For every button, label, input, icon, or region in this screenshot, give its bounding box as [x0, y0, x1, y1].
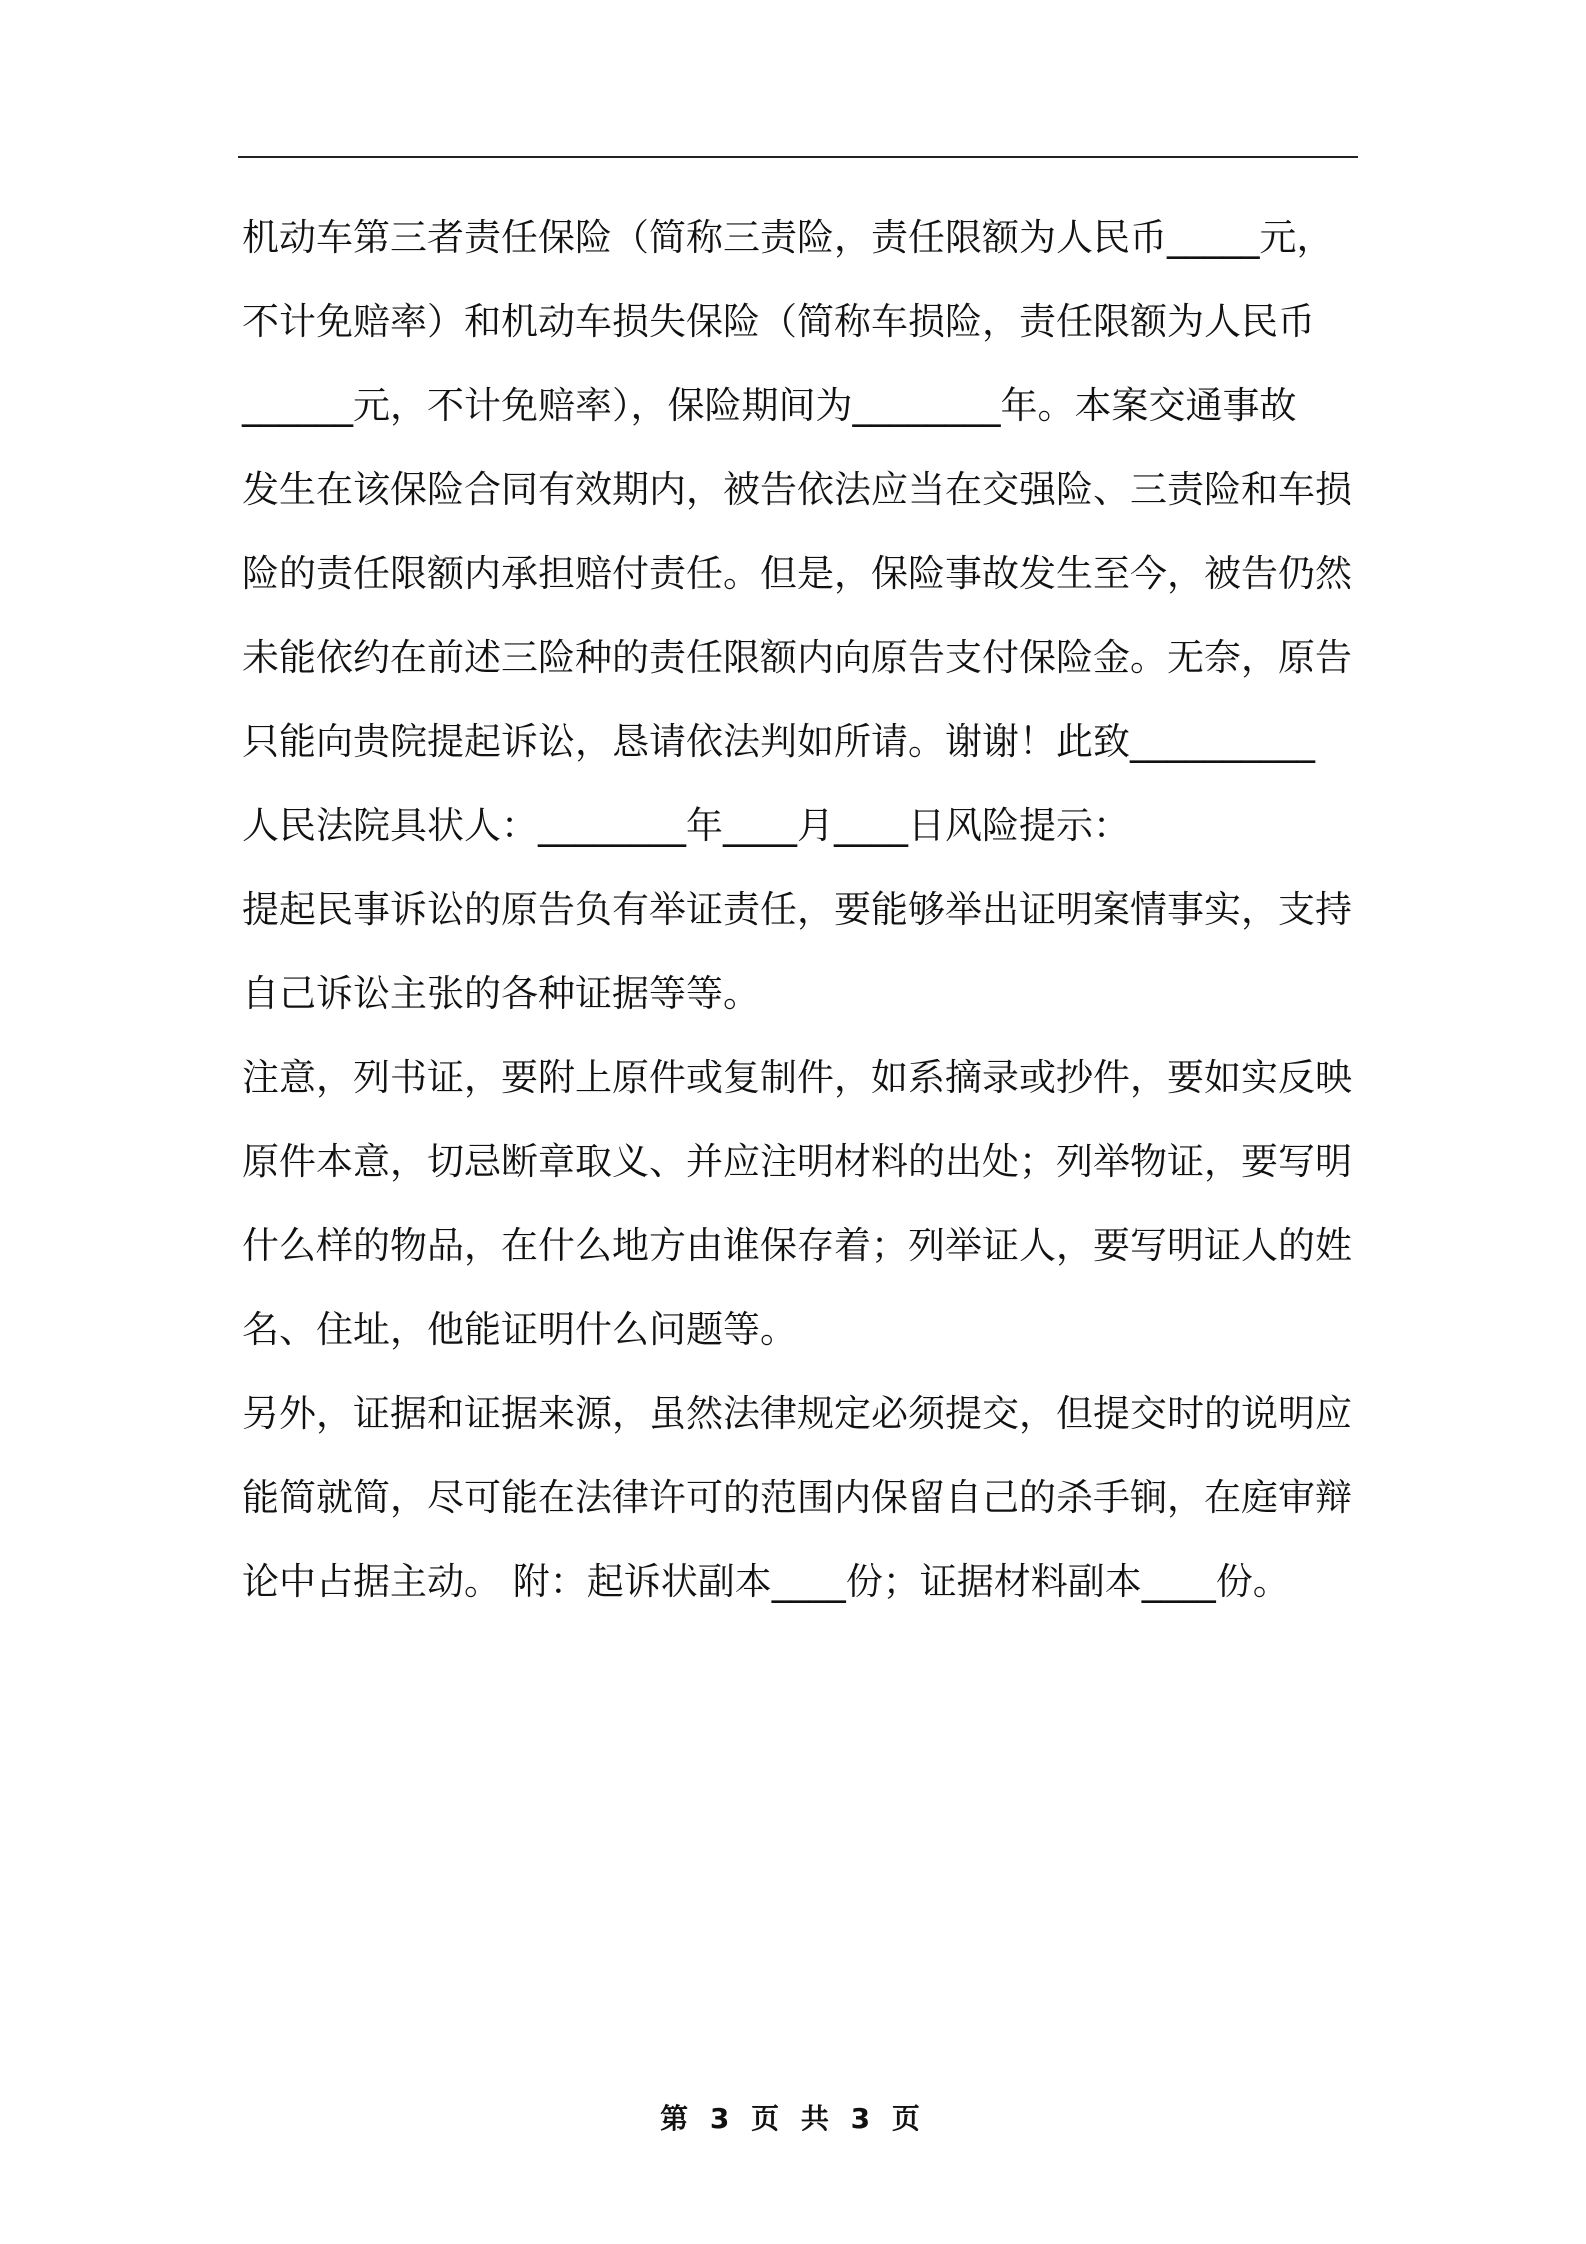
text-line: 发生在该保险合同有效期内，被告依法应当在交强险、三责险和车损	[242, 468, 1352, 511]
text-line: 原件本意，切忌断章取义、并应注明材料的出处；列举物证，要写明	[242, 1140, 1352, 1183]
text-line: 名、住址，他能证明什么问题等。	[242, 1308, 797, 1351]
text-line: 不计免赔率）和机动车损失保险（简称车损险，责任限额为人民币	[242, 300, 1315, 343]
text-line: 未能依约在前述三险种的责任限额内向原告支付保险金。无奈，原告	[242, 636, 1352, 679]
text-line: 只能向贵院提起诉讼，恳请依法判如所请。谢谢！此致__________	[242, 720, 1315, 763]
text-line: 另外，证据和证据来源，虽然法律规定必须提交，但提交时的说明应	[242, 1392, 1352, 1435]
header-rule	[238, 156, 1358, 158]
text-line: 人民法院具状人：________年____月____日风险提示：	[242, 804, 1130, 847]
page-number-footer: 第 3 页 共 3 页	[660, 2102, 926, 2135]
document-body	[242, 196, 1360, 1624]
text-line: 什么样的物品，在什么地方由谁保存着；列举证人，要写明证人的姓	[242, 1224, 1352, 1267]
text-line: 险的责任限额内承担赔付责任。但是，保险事故发生至今，被告仍然	[242, 552, 1352, 595]
text-line: 提起民事诉讼的原告负有举证责任，要能够举出证明案情事实，支持	[242, 888, 1352, 931]
text-line: 论中占据主动。 附：起诉状副本____份；证据材料副本____份。	[242, 1560, 1290, 1603]
text-line: 注意，列书证，要附上原件或复制件，如系摘录或抄件，要如实反映	[242, 1056, 1352, 1099]
text-line: 能简就简，尽可能在法律许可的范围内保留自己的杀手锏，在庭审辩	[242, 1476, 1352, 1519]
text-line: ______元，不计免赔率），保险期间为________年。本案交通事故	[242, 384, 1297, 427]
text-line: 机动车第三者责任保险（简称三责险，责任限额为人民币_____元，	[242, 216, 1334, 259]
text-line: 自己诉讼主张的各种证据等等。	[242, 972, 760, 1015]
